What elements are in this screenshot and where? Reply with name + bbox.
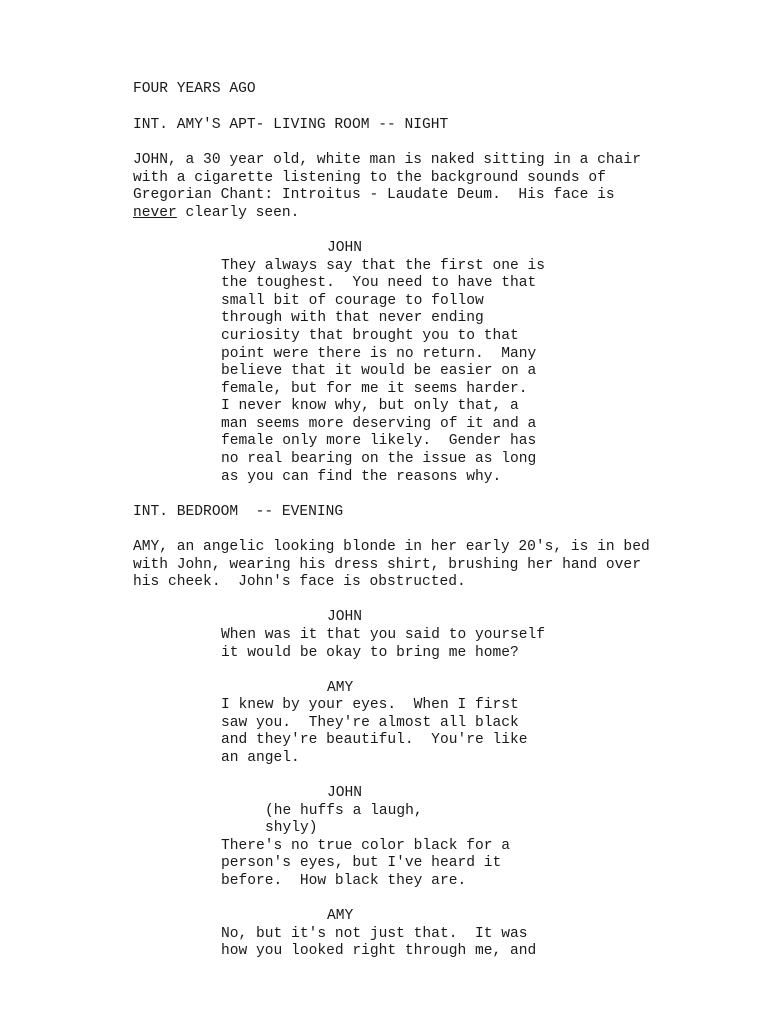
dialogue-line: I knew by your eyes. When I first xyxy=(221,697,519,713)
action-line: Gregorian Chant: Introitus - Laudate Deum. His face is xyxy=(133,187,615,203)
scene-heading: INT. BEDROOM -- EVENING xyxy=(133,504,344,520)
dialogue-line: no real bearing on the issue as long xyxy=(221,451,537,467)
character-name: JOHN xyxy=(327,240,363,256)
time-heading: FOUR YEARS AGO xyxy=(133,81,256,97)
dialogue-line: man seems more deserving of it and a xyxy=(221,416,537,432)
dialogue-line: female only more likely. Gender has xyxy=(221,433,537,449)
dialogue-line: They always say that the first one is xyxy=(221,258,546,274)
action-line: AMY, an angelic looking blonde in her early 20's, is in bed xyxy=(133,539,650,555)
dialogue-line: small bit of courage to follow xyxy=(221,293,484,309)
character-name: AMY xyxy=(327,680,354,696)
dialogue-line: When was it that you said to yourself xyxy=(221,627,546,643)
character-name: JOHN xyxy=(327,785,363,801)
dialogue-line: and they're beautiful. You're like xyxy=(221,732,528,748)
underlined-word: never xyxy=(133,205,177,221)
character-name: AMY xyxy=(327,908,354,924)
scene-heading: INT. AMY'S APT- LIVING ROOM -- NIGHT xyxy=(133,117,449,133)
dialogue-line: point were there is no return. Many xyxy=(221,346,537,362)
dialogue-line: it would be okay to bring me home? xyxy=(221,645,519,661)
action-line: his cheek. John's face is obstructed. xyxy=(133,574,466,590)
dialogue-line: through with that never ending xyxy=(221,310,484,326)
dialogue-line: an angel. xyxy=(221,750,300,766)
parenthetical: shyly) xyxy=(265,820,318,836)
dialogue-line: curiosity that brought you to that xyxy=(221,328,519,344)
parenthetical: (he huffs a laugh, xyxy=(265,803,423,819)
action-line: JOHN, a 30 year old, white man is naked sitting in a chair xyxy=(133,152,641,168)
dialogue-line: the toughest. You need to have that xyxy=(221,275,537,291)
dialogue-line: I never know why, but only that, a xyxy=(221,398,519,414)
dialogue-line: saw you. They're almost all black xyxy=(221,715,519,731)
dialogue-line: There's no true color black for a xyxy=(221,838,511,854)
dialogue-line: person's eyes, but I've heard it xyxy=(221,855,502,871)
action-line: with a cigarette listening to the background sounds of xyxy=(133,170,606,186)
action-text: clearly seen. xyxy=(176,205,300,221)
dialogue-line: female, but for me it seems harder. xyxy=(221,381,528,397)
dialogue-line: how you looked right through me, and xyxy=(221,943,537,959)
dialogue-line: No, but it's not just that. It was xyxy=(221,926,528,942)
action-line: with John, wearing his dress shirt, brushing her hand over xyxy=(133,557,641,573)
dialogue-line: as you can find the reasons why. xyxy=(221,469,502,485)
action-line xyxy=(133,205,299,223)
dialogue-line: believe that it would be easier on a xyxy=(221,363,537,379)
dialogue-line: before. How black they are. xyxy=(221,873,467,889)
character-name: JOHN xyxy=(327,609,363,625)
